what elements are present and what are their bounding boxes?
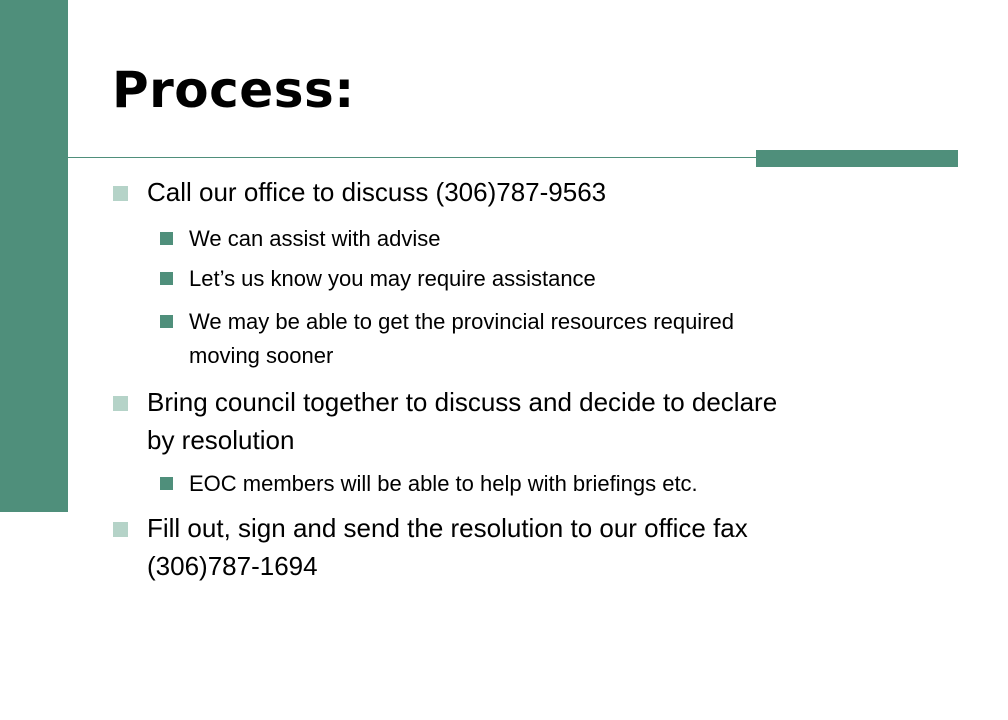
bullet-council-line2: by resolution xyxy=(147,425,295,455)
slide-title: Process: xyxy=(112,61,355,119)
sub-bullet-let-us-know: Let’s us know you may require assistance xyxy=(189,266,596,291)
bullet-marker-level1 xyxy=(113,186,128,201)
bullet-marker-level2 xyxy=(160,232,173,245)
bullet-council-line1: Bring council together to discuss and decide to declare xyxy=(147,387,778,417)
sub-bullet-provincial-line2: moving sooner xyxy=(189,343,334,368)
sub-bullet-assist-advise: We can assist with advise xyxy=(189,226,441,251)
bullet-call-office: Call our office to discuss (306)787-9563 xyxy=(147,177,607,207)
sub-bullet-eoc-members: EOC members will be able to help with briefings etc. xyxy=(189,471,698,496)
bullet-marker-level2 xyxy=(160,315,173,328)
bullet-fill-out-line1: Fill out, sign and send the resolution to our office fax xyxy=(147,513,748,543)
bullet-fill-out-line2: (306)787-1694 xyxy=(147,551,318,581)
bullet-marker-level1 xyxy=(113,396,128,411)
bullet-marker-level1 xyxy=(113,522,128,537)
sub-bullet-provincial-line1: We may be able to get the provincial resources required xyxy=(189,309,734,334)
bullet-marker-level2 xyxy=(160,272,173,285)
bullet-marker-level2 xyxy=(160,477,173,490)
